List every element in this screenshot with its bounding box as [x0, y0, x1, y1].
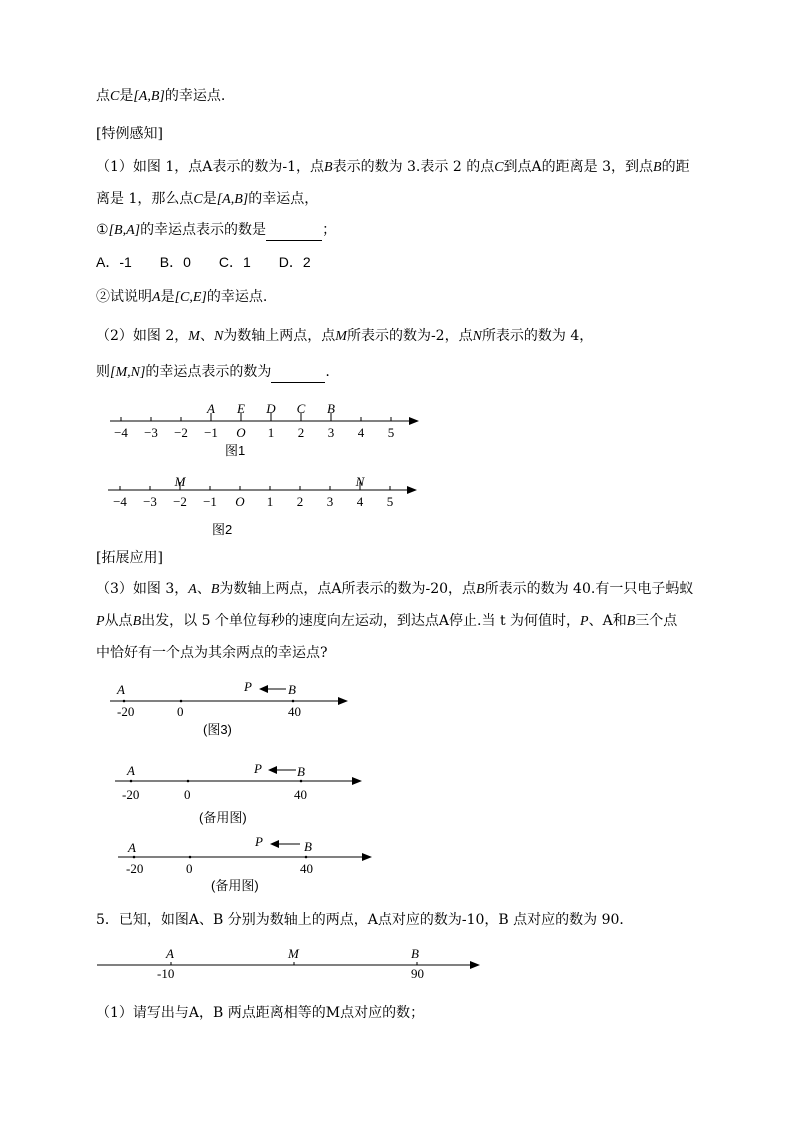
label-a: A	[127, 763, 135, 778]
answer-blank-1[interactable]	[266, 240, 322, 241]
value-a: -20	[122, 787, 140, 802]
value-zero: 0	[177, 704, 184, 719]
tick-label: 4	[356, 494, 364, 509]
label-b: B	[297, 764, 305, 779]
answer-options: A．-1 B．0 C．1 D．2	[96, 254, 311, 270]
tick-label: 5	[386, 494, 394, 509]
tick-label: 3	[327, 425, 335, 440]
figure-3-caption: (图3)	[203, 722, 232, 737]
label-b: B	[411, 946, 419, 961]
label-a: A	[117, 682, 125, 697]
value-b: 90	[411, 966, 424, 981]
tick-label: 1	[267, 425, 275, 440]
section-heading-extension: [拓展应用]	[96, 550, 163, 566]
tick-label: −1	[203, 494, 217, 509]
tick-label: −3	[143, 494, 157, 509]
label-m: M	[288, 946, 299, 961]
figure-1-caption: 图1	[225, 443, 246, 458]
point-label-a: A	[207, 401, 215, 416]
origin-dot	[180, 700, 183, 703]
text-line-1: 点C是[A,B]的幸运点.	[96, 88, 226, 104]
backup-figure-caption: (备用图)	[211, 878, 259, 893]
number-line-figure-2	[0, 470, 794, 540]
tick-label: −3	[144, 425, 158, 440]
question-3-text: （3）如图 3，A、B为数轴上两点，点A所表示的数为-20，点B所表示的数为 40.有一只电子蚂蚁	[96, 581, 694, 597]
tick-label: 1	[266, 494, 274, 509]
tick-label: −2	[173, 494, 187, 509]
tick-label: −4	[113, 494, 127, 509]
label-a: A	[128, 840, 136, 855]
value-a: -10	[157, 966, 175, 981]
number-line-figure-3	[0, 680, 794, 740]
subquestion-2: ②试说明A是[C,E]的幸运点.	[96, 289, 268, 305]
point-label-n: N	[355, 474, 365, 489]
question-2-text-cont: 则[M,N]的幸运点表示的数为 .	[96, 362, 330, 383]
backup-figure-caption: (备用图)	[199, 810, 247, 825]
point-label-b: B	[327, 401, 335, 416]
question-3-text-cont: P从点B出发，以 5 个单位每秒的速度向左运动，到达点A停止.当 t 为何值时，P、A和B三个点	[96, 613, 678, 629]
value-a: -20	[126, 861, 144, 876]
value-b: 40	[294, 787, 307, 802]
number-line-backup-1	[0, 760, 794, 830]
point-a-dot	[123, 700, 126, 703]
subquestion-1: ①[B,A]的幸运点表示的数是 ；	[96, 220, 336, 241]
tick-label: O	[236, 425, 246, 440]
section-heading-special-case: [特例感知]	[96, 126, 163, 142]
label-p: P	[254, 761, 262, 776]
tick-label: −1	[204, 425, 218, 440]
question-5-part-1: （1）请写出与A，B 两点距离相等的M点对应的数；	[96, 1005, 425, 1021]
question-5-text: 5．已知，如图A、B 分别为数轴上的两点，A点对应的数为-10，B 点对应的数为 90．	[96, 912, 634, 928]
value-zero: 0	[186, 861, 193, 876]
number-line-question-5	[0, 943, 794, 983]
tick-label: 2	[296, 494, 304, 509]
value-a: -20	[117, 704, 135, 719]
number-line-backup-2	[0, 835, 794, 895]
tick-label: −2	[174, 425, 188, 440]
value-b: 40	[288, 704, 301, 719]
answer-blank-2[interactable]	[271, 382, 325, 383]
value-b: 40	[300, 861, 313, 876]
point-label-m: M	[174, 474, 186, 489]
question-1-text: （1）如图 1，点A表示的数为-1，点B表示的数为 3.表示 2 的点C到点A的距离是 3，到点B的距	[96, 159, 690, 175]
tick-label: O	[235, 494, 245, 509]
tick-label: 2	[297, 425, 305, 440]
label-p: P	[244, 679, 252, 694]
tick-label: −4	[114, 425, 128, 440]
question-3-text-end: 中恰好有一个点为其余两点的幸运点?	[96, 645, 328, 661]
tick-label: 3	[326, 494, 334, 509]
point-b-dot	[292, 700, 295, 703]
number-line-figure-1	[0, 395, 794, 465]
point-label-e: E	[237, 401, 245, 416]
point-label-d: D	[266, 401, 276, 416]
figure-2-caption: 图2	[212, 522, 233, 537]
tick-label: 5	[387, 425, 395, 440]
value-zero: 0	[184, 787, 191, 802]
label-a: A	[166, 946, 174, 961]
question-1-text-cont: 离是 1，那么点C是[A,B]的幸运点，	[96, 191, 319, 207]
label-b: B	[304, 839, 312, 854]
tick-label: 4	[357, 425, 365, 440]
point-label-c: C	[296, 401, 306, 416]
question-2-text: （2）如图 2，M、N为数轴上两点，点M所表示的数为-2，点N所表示的数为 4，	[96, 328, 594, 344]
label-p: P	[255, 834, 263, 849]
label-b: B	[288, 682, 296, 697]
